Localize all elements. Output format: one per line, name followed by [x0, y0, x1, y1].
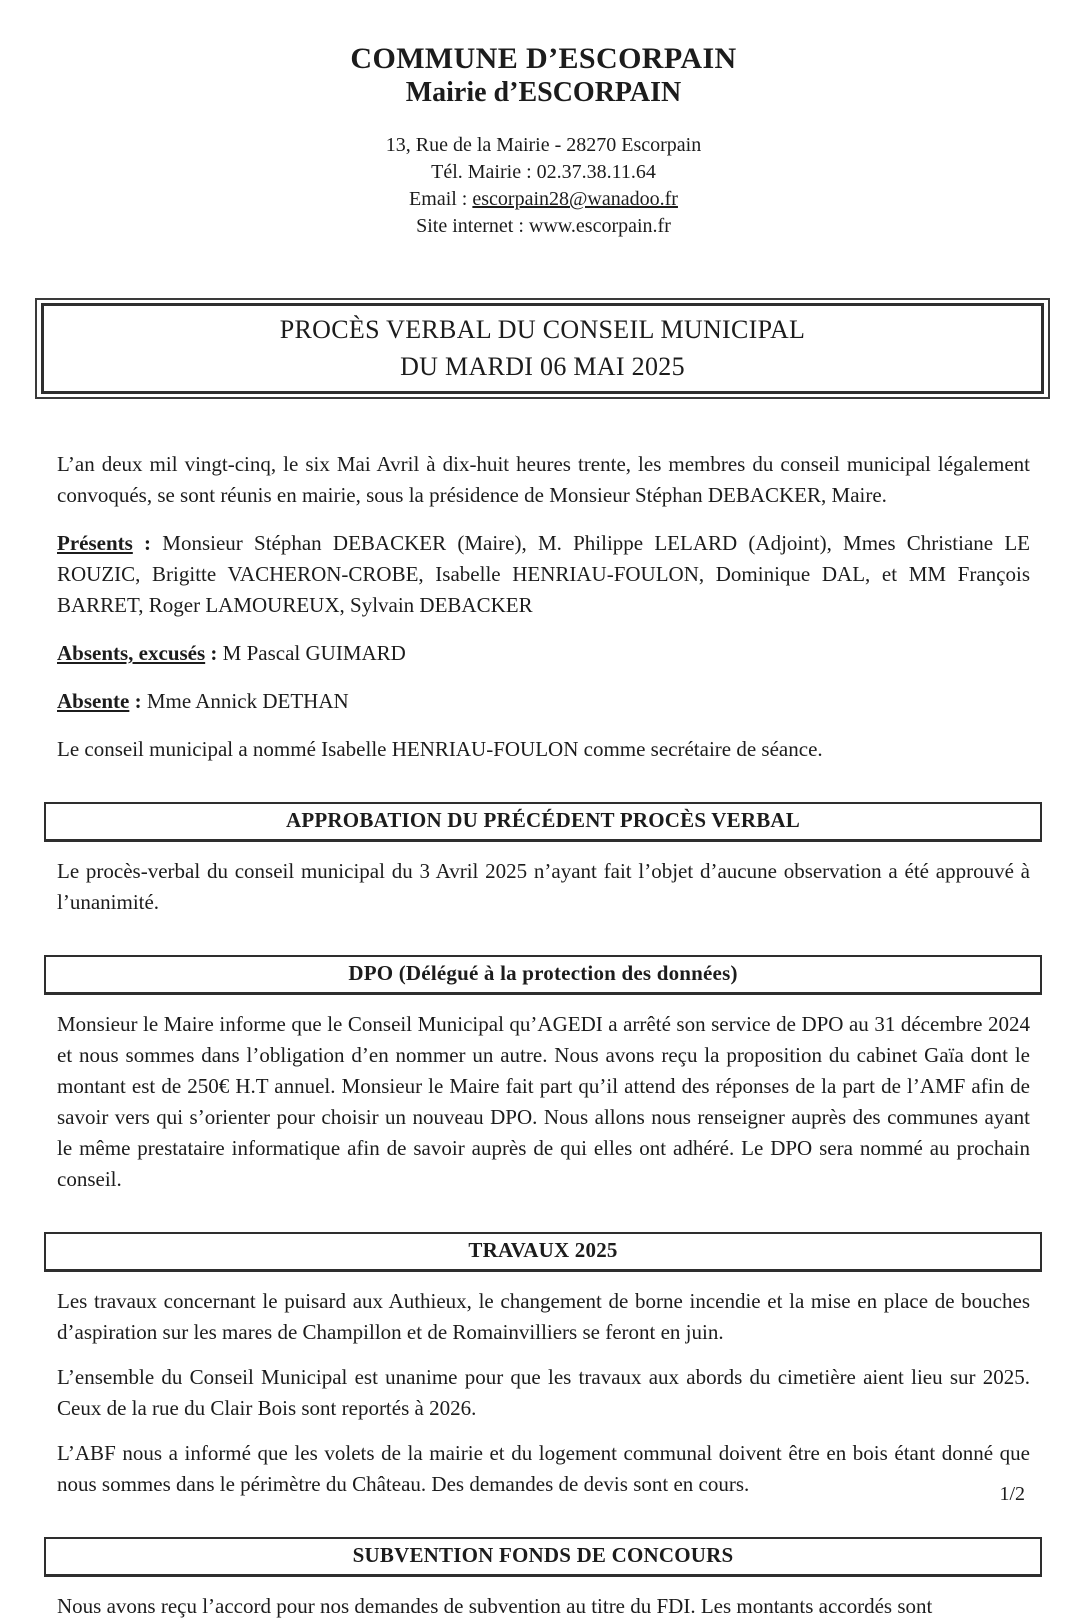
absents-text: M Pascal GUIMARD	[222, 641, 406, 665]
address-line: 13, Rue de la Mairie - 28270 Escorpain	[385, 134, 702, 156]
phone-line: Tél. Mairie : 02.37.38.11.64	[431, 161, 656, 183]
section-subvention	[57, 1537, 1030, 1622]
website-url: www.escorpain.fr	[528, 215, 671, 237]
section-paragraph: Les travaux concernant le puisard aux Authieux, le changement de borne incendie et la mise en place de bouches d’aspiration sur les mares de Champillon et de Romainvilliers se feront en juin.	[57, 1289, 1030, 1344]
email-label: Email :	[409, 188, 473, 210]
section-header-subvention: SUBVENTION FONDS DE CONCOURS	[44, 1537, 1042, 1577]
presents-colon: :	[132, 531, 163, 555]
title-box-inner	[41, 303, 1044, 394]
absente-line	[57, 686, 1030, 717]
section-header-dpo: DPO (Délégué à la protection des données)	[44, 955, 1042, 995]
section-travaux	[57, 1232, 1030, 1500]
title-line-1: PROCÈS VERBAL DU CONSEIL MUNICIPAL	[279, 315, 806, 344]
commune-name: COMMUNE D’ESCORPAIN	[350, 42, 737, 75]
absente-colon: :	[129, 689, 147, 713]
absents-label: Absents, excusés	[57, 641, 206, 665]
section-paragraph: Nous avons reçu l’accord pour nos demandes de subvention au titre du FDI. Les montants accordés sont	[57, 1594, 933, 1618]
secretary-line: Le conseil municipal a nommé Isabelle HENRIAU-FOULON comme secrétaire de séance.	[57, 737, 823, 761]
presents-label: Présents	[57, 531, 133, 555]
contact-block	[57, 132, 1030, 240]
email-line	[57, 186, 1030, 213]
letterhead	[57, 42, 1030, 240]
intro-paragraph: L’an deux mil vingt-cinq, le six Mai Avril à dix-huit heures trente, les membres du conseil municipal légalement convoqués, se sont réunis en mairie, sous la présidence de Monsieur Stéphan DEBACKER, Maire.	[57, 452, 1030, 507]
section-dpo	[57, 955, 1030, 1195]
mairie-name: Mairie d’ESCORPAIN	[405, 77, 682, 108]
absents-line	[57, 638, 1030, 669]
section-header-travaux: TRAVAUX 2025	[44, 1232, 1042, 1272]
email-address: escorpain28@wanadoo.fr	[472, 188, 678, 210]
section-paragraph: Monsieur le Maire informe que le Conseil Municipal qu’AGEDI a arrêté son service de DPO au 31 décembre 2024 et nous sommes dans l’obligation d’en nommer un autre. Nous avons reçu la proposition du cabinet Gaïa dont le montant est de 250€ H.T annuel. Monsieur le Maire fait part qu’il attend des réponses de la part de l’AMF afin de savoir vers qui s’orienter pour choisir un nouveau DPO. Nous allons nous renseigner auprès des communes ayant le même prestataire informatique afin de savoir auprès de qui elles ont adhéré. Le DPO sera nommé au prochain conseil.	[57, 1012, 1030, 1191]
section-paragraph: L’ABF nous a informé que les volets de la mairie et du logement communal doivent être en bois étant donné que nous sommes dans le périmètre du Château. Des demandes de devis sont en cours.	[57, 1441, 1030, 1496]
section-approbation	[57, 802, 1030, 918]
title-line-2: DU MARDI 06 MAI 2025	[400, 352, 685, 381]
section-paragraph: Le procès-verbal du conseil municipal du 3 Avril 2025 n’ayant fait l’objet d’aucune observation a été approuvé à l’unanimité.	[57, 859, 1030, 914]
absente-text: Mme Annick DETHAN	[146, 689, 349, 713]
presents-line	[57, 528, 1030, 621]
page-number: 1/2	[999, 1483, 1025, 1505]
website-line	[57, 213, 1030, 240]
absents-colon: :	[205, 641, 223, 665]
presents-text: Monsieur Stéphan DEBACKER (Maire), M. Philippe LELARD (Adjoint), Mmes Christiane LE ROUZIC, Brigitte VACHERON-CROBE, Isabelle HENRIAU-FOULON, Dominique DAL, et MM François BARRET, Roger LAMOUREUX, Sylvain DEBACKER	[57, 531, 1031, 617]
website-label: Site internet :	[416, 215, 529, 237]
title-box	[35, 298, 1050, 399]
section-paragraph: L’ensemble du Conseil Municipal est unanime pour que les travaux aux abords du cimetière aient lieu sur 2025. Ceux de la rue du Clair Bois sont reportés à 2026.	[57, 1365, 1030, 1420]
section-header-approbation: APPROBATION DU PRÉCÉDENT PROCÈS VERBAL	[44, 802, 1042, 842]
absente-label: Absente	[57, 689, 130, 713]
